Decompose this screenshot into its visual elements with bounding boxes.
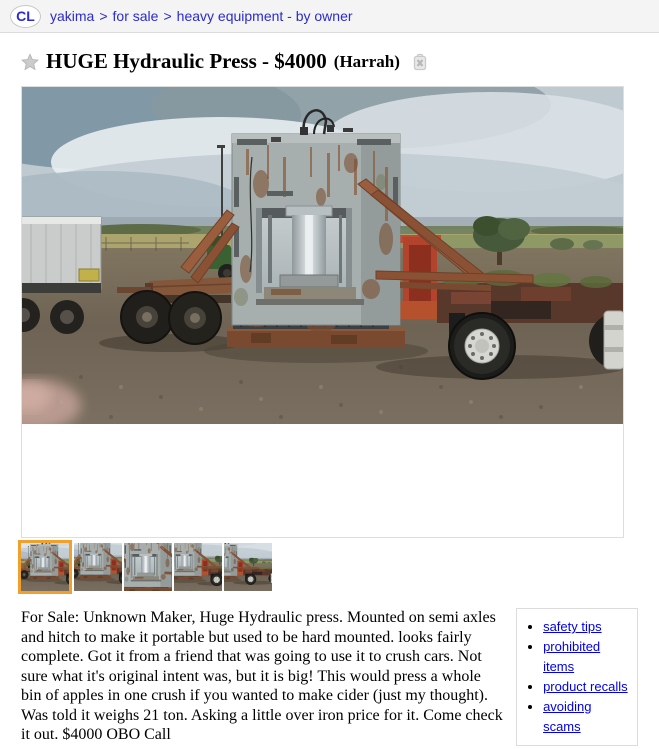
prohibited-items-link[interactable]: prohibited items <box>543 639 601 674</box>
thumbnail-5-image <box>224 543 272 591</box>
favorite-star-icon[interactable] <box>21 53 39 71</box>
thumbnail-4[interactable] <box>174 543 222 591</box>
list-item <box>543 677 629 697</box>
thumbnail-1[interactable] <box>18 540 72 594</box>
header-bar <box>0 0 659 33</box>
main-photo[interactable] <box>22 87 623 424</box>
help-links-box <box>516 608 638 746</box>
posting-description: For Sale: Unknown Maker, Huge Hydraulic press. Mounted on semi axles and hitch to make it portable but used to be hard mounted. looks fairly complete. Got it from a friend that was going to use it to crush cars. Not sure what it's original intent was, but it is big! This would press a whole bin of apples in one crush if you wanted to make cider (just my thought). Was told it weighs 21 ton. Asking a little over iron price for it. Come check it out. $4000 OBO Call <box>21 609 503 743</box>
photo-gallery <box>21 86 624 538</box>
thumbnail-3-image <box>124 543 172 591</box>
list-item <box>543 697 629 737</box>
thumbnail-4-image <box>174 543 222 591</box>
posting-location: (Harrah) <box>333 51 400 71</box>
product-recalls-link[interactable]: product recalls <box>543 679 628 694</box>
thumbnail-5[interactable] <box>224 543 272 591</box>
thumbnail-strip <box>18 540 659 594</box>
breadcrumb-separator: > <box>99 8 108 24</box>
safety-tips-link[interactable]: safety tips <box>543 619 602 634</box>
breadcrumb-for-sale[interactable]: for sale <box>112 8 159 24</box>
breadcrumb-category[interactable]: heavy equipment - by owner <box>176 8 353 24</box>
craigslist-logo[interactable]: CL <box>10 5 41 28</box>
breadcrumb <box>50 8 353 24</box>
posting-title: HUGE Hydraulic Press - $4000 <box>46 49 327 73</box>
content-area <box>21 608 638 746</box>
list-item <box>543 617 629 637</box>
thumbnail-2-image <box>74 543 122 591</box>
posting-title-row <box>21 49 659 74</box>
thumbnail-2[interactable] <box>74 543 122 591</box>
avoiding-scams-link[interactable]: avoiding scams <box>543 699 592 734</box>
thumbnail-3[interactable] <box>124 543 172 591</box>
thumbnail-1-image <box>21 543 69 591</box>
breadcrumb-yakima[interactable]: yakima <box>50 8 95 24</box>
breadcrumb-separator: > <box>163 8 172 24</box>
trash-icon[interactable] <box>410 52 430 72</box>
list-item <box>543 637 629 677</box>
